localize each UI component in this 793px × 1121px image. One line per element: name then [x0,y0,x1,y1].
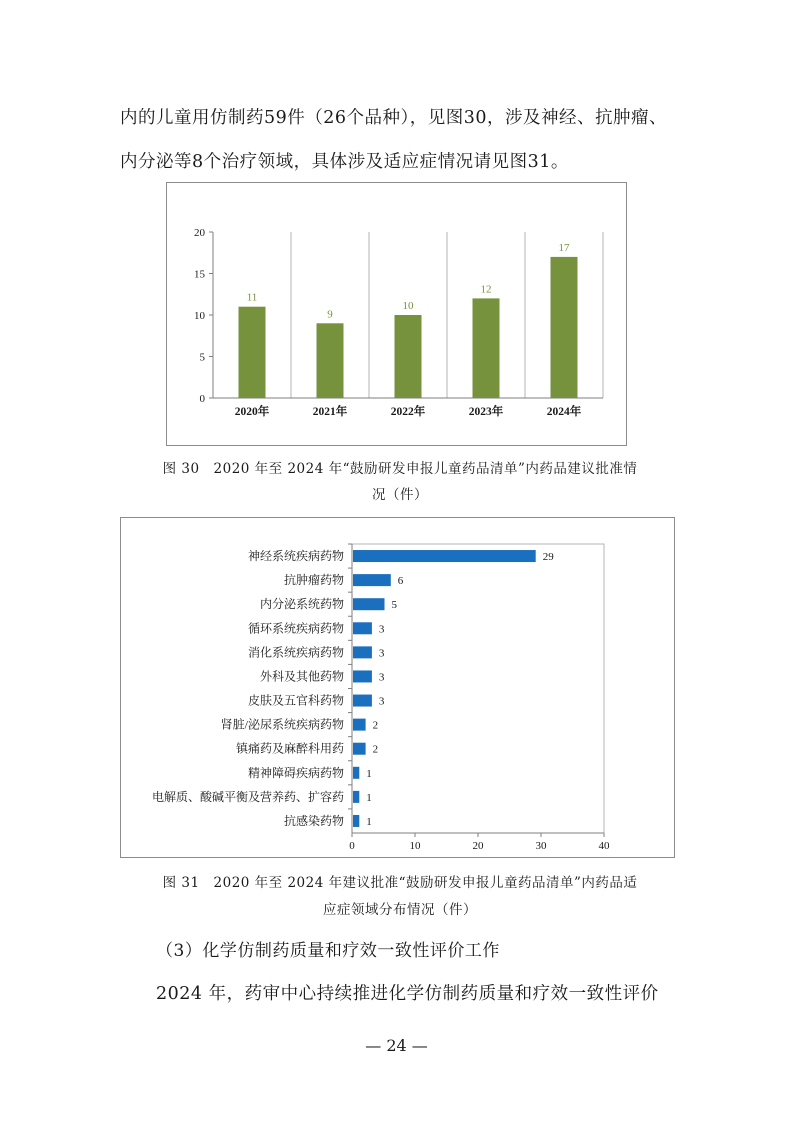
paragraph-line-1: 内的儿童用仿制药59件（26个品种），见图30，涉及神经、抗肿瘤、 [120,108,668,128]
y-tick-label: 20 [194,227,205,239]
data-label: 17 [558,241,570,254]
data-label: 2 [372,743,379,756]
bar-2024年 [551,257,578,398]
x-tick-label: 0 [349,840,355,852]
data-label: 1 [366,791,372,804]
data-label: 3 [378,647,385,660]
figure-31-caption-line-2: 应症领域分布情况（件） [323,902,477,918]
paragraph-line-2: 内分泌等8个治疗领域，具体涉及适应症情况请见图31。 [120,152,569,172]
figure-30-chart [166,182,627,446]
bar-内分泌系统药物 [353,598,385,610]
y-tick-label: 15 [194,268,205,281]
figure-31-caption-line-1: 图 31 2020 年至 2024 年建议批准“鼓励研发申报儿童药品清单”内药品适 [162,875,638,891]
bar-chart-annual-approvals [167,183,626,445]
data-label: 9 [327,308,333,321]
x-tick-label: 30 [535,840,547,852]
x-tick-label: 10 [409,840,421,852]
paragraph-last-line: 2024 年，药审中心持续推进化学仿制药质量和疗效一致性评价 [156,984,659,1004]
data-label: 12 [480,283,492,296]
category-label: 肾脏/泌尿系统疾病药物 [220,717,344,732]
y-tick-label: 0 [199,393,205,405]
category-label: 抗肿瘤药物 [283,573,344,588]
category-label: 电解质、酸碱平衡及营养药、扩容药 [151,789,344,804]
x-tick-label: 2021年 [312,406,348,418]
category-label: 镇痛药及麻醉科用药 [235,741,344,756]
category-label: 循环系统疾病药物 [247,621,344,636]
data-label: 6 [397,575,404,588]
x-tick-label: 2024年 [546,406,582,418]
bar-电解质、酸碱平衡及营养药、扩容药 [353,791,359,803]
x-tick-label: 2022年 [390,406,426,418]
data-label: 3 [378,671,385,684]
plot-area [352,544,604,833]
bar-chart-indication-areas [121,518,674,857]
y-tick-label: 10 [194,310,205,322]
data-label: 3 [378,695,385,708]
bar-外科及其他药物 [353,670,372,682]
bar-肾脏/泌尿系统疾病药物 [353,719,366,731]
data-label: 3 [378,623,385,636]
page-number: — 24 — [365,1036,428,1055]
figure-31-chart [120,517,675,858]
bar-消化系统疾病药物 [353,646,372,658]
bar-抗肿瘤药物 [353,574,391,586]
bar-2023年 [473,298,500,398]
category-label: 外科及其他药物 [259,669,344,684]
bar-2022年 [395,315,422,398]
bar-2020年 [239,307,266,398]
data-label: 10 [402,300,414,312]
data-label: 29 [542,551,554,564]
bar-2021年 [317,323,344,398]
category-label: 神经系统疾病药物 [247,549,344,564]
category-label: 精神障碍疾病药物 [247,765,344,780]
x-tick-label: 40 [598,840,610,852]
figure-30-caption-line-1: 图 30 2020 年至 2024 年“鼓励研发申报儿童药品清单”内药品建议批准情 [162,461,638,477]
data-label: 1 [366,767,372,780]
section-heading: （3）化学仿制药质量和疗效一致性评价工作 [156,941,500,961]
y-tick-label: 5 [199,351,205,364]
data-label: 5 [391,599,397,612]
x-tick-label: 2023年 [468,406,504,418]
figure-30-caption-line-2: 况（件） [372,487,428,503]
category-label: 抗感染药物 [283,813,344,828]
x-tick-label: 2020年 [234,406,270,418]
bar-精神障碍疾病药物 [353,767,359,779]
bar-神经系统疾病药物 [353,550,536,562]
bar-镇痛药及麻醉科用药 [353,743,366,755]
data-label: 2 [372,719,379,732]
data-label: 11 [246,291,258,304]
bar-皮肤及五官科药物 [353,695,372,707]
category-label: 消化系统疾病药物 [247,645,344,660]
data-label: 1 [366,815,372,828]
x-tick-label: 20 [472,840,484,852]
bar-抗感染药物 [353,815,359,827]
category-label: 皮肤及五官科药物 [247,693,344,708]
bar-循环系统疾病药物 [353,622,372,634]
category-label: 内分泌系统药物 [259,597,344,612]
